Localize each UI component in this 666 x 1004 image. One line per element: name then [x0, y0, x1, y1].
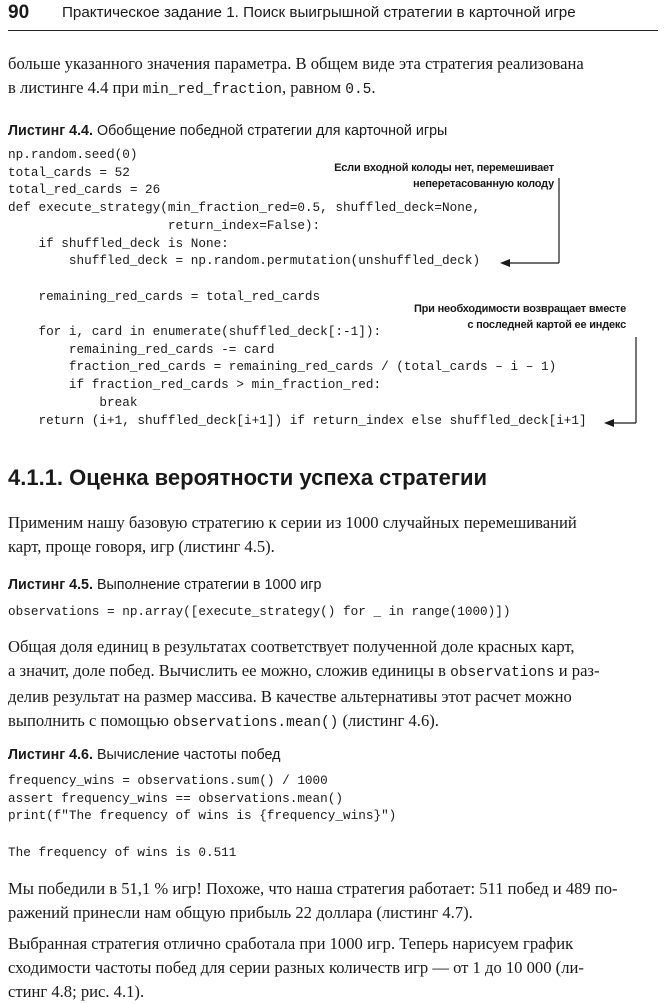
annotation-shuffle: [334, 160, 554, 192]
listing-4-5-code: observations = np.array([execute_strategy() for _ in range(1000)]): [8, 604, 511, 619]
paragraph-text: выполнить с помощью: [8, 711, 174, 730]
listing-caption: Выполнение стратегии в 1000 игр: [92, 577, 322, 593]
section-heading: 4.1.1. Оценка вероятности успеха стратегии: [8, 465, 488, 490]
paragraph-text: и раз-: [554, 661, 600, 680]
listing-4-5-title: [8, 577, 321, 593]
annotation-line: При необходимости возвращает вместе: [413, 303, 626, 315]
listing-4-4-code: np.random.seed(0) total_cards = 52 total_red_cards = 26 def execute_strategy(min_fraction_red=0.5, shuffled_deck=None, return_index=False): if shuffled_deck is None: shuffled_deck = np.random.permutation(unshuffled_deck) remaining_red_cards = total_red_cards for i, card in enumerate(shuffled_deck[:-1]): remaining_red_cards -= card fraction_red_cards = remaining_red_cards / (total_cards – i – 1) if fraction_red_cards > min_fraction_red: break return (i+1, shuffled_deck[i+1]) if return_index else shuffled_deck[i+1]: [8, 147, 587, 428]
annotation-line: Если входной колоды нет, перемешивает: [334, 162, 554, 174]
inline-code: 0.5: [345, 82, 372, 98]
listing-4-6-title: [8, 747, 281, 763]
paragraph-line: делив результат на размер массива. В качестве альтернативы этот расчет можно: [8, 687, 572, 706]
inline-code: min_red_fraction: [142, 82, 282, 98]
paragraph-line: Применим нашу базовую стратегию к серии из 1000 случайных перемешиваний: [8, 513, 577, 532]
annotation-return-index: [414, 301, 626, 333]
arrowhead: [604, 419, 614, 427]
running-title: Практическое задание 1. Поиск выигрышной стратегии в карточной игре: [62, 4, 576, 21]
listing-4-4-title: [8, 123, 447, 139]
page-number: 90: [8, 2, 30, 23]
paragraph-text: (листинг 4.6).: [338, 711, 439, 730]
paragraph-line: стинг 4.8; рис. 4.1).: [8, 982, 145, 1001]
listing-caption: Вычисление частоты побед: [92, 747, 281, 763]
inline-code: observations.mean(): [173, 715, 339, 731]
paragraph-line: сходимости частоты побед для серии разных количеств игр — от 1 до 10 000 (ли-: [8, 958, 584, 977]
paragraph-line: карт, проще говоря, игр (листинг 4.5).: [8, 537, 275, 556]
paragraph-line: Общая доля единиц в результатах соответствует полученной доле красных карт,: [8, 637, 575, 656]
annotation-line: с последней картой ее индекс: [467, 319, 626, 331]
paragraph-line: Выбранная стратегия отлично сработала при 1000 игр. Теперь нарисуем график: [8, 934, 574, 953]
inline-code: observations: [450, 665, 555, 681]
intro-text: в листинге 4.4 при: [8, 78, 143, 97]
annotation-line: неперетасованную колоду: [412, 178, 554, 190]
paragraph-4: [8, 932, 658, 1004]
intro-text: , равном: [281, 78, 346, 97]
paragraph-text: а значит, доле побед. Вычислить ее можно, сложив единицы в: [8, 661, 451, 680]
paragraph-2: [8, 635, 658, 735]
listing-label: Листинг 4.6.: [8, 747, 93, 763]
listing-caption: Обобщение победной стратегии для карточной игры: [92, 123, 448, 139]
intro-line-1: больше указанного значения параметра. В общем виде эта стратегия реализована: [8, 54, 584, 73]
intro-text: .: [371, 78, 376, 97]
paragraph-line: [8, 659, 658, 685]
paragraph-line: Мы победили в 51,1 % игр! Похоже, что наша стратегия работает: 511 побед и 489 по-: [8, 879, 618, 898]
page-header: [8, 0, 658, 31]
intro-paragraph: [8, 52, 658, 102]
listing-4-6-output: The frequency of wins is 0.511: [8, 845, 237, 860]
listing-label: Листинг 4.4.: [8, 123, 93, 139]
paragraph-3: [8, 877, 658, 925]
listing-label: Листинг 4.5.: [8, 577, 93, 593]
intro-line-2: [8, 76, 658, 102]
paragraph-line: ражений принесли нам общую прибыль 22 доллара (листинг 4.7).: [8, 903, 473, 922]
paragraph-line: [8, 709, 658, 735]
section-paragraph-1: [8, 511, 658, 559]
listing-4-6-code: frequency_wins = observations.sum() / 1000 assert frequency_wins == observations.mean() print(f"The frequency of wins is {frequency_wins}"): [8, 773, 397, 824]
